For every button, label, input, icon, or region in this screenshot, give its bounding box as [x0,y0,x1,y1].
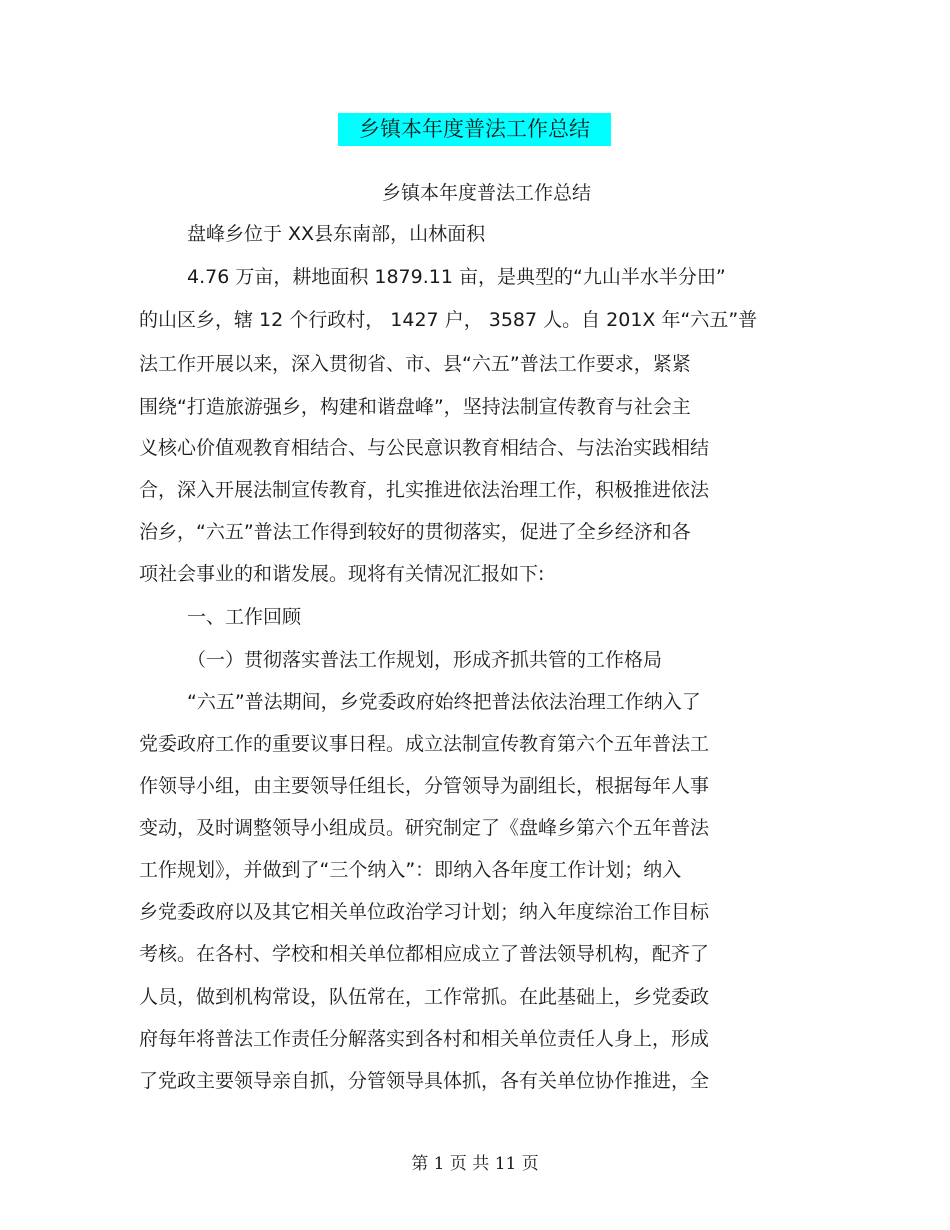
page-number-footer: 第 1 页 共 11 页 [411,1154,539,1174]
section-heading: 一、工作回顾 [187,606,302,628]
body-line: 变动，及时调整领导小组成员。研究制定了《盘峰乡第六个五年普法 [139,817,710,839]
body-line: “六五”普法期间，乡党委政府始终把普法依法治理工作纳入了 [187,691,701,713]
body-line: 治乡，“六五”普法工作得到较好的贯彻落实，促进了全乡经济和各 [139,521,691,543]
body-line: 党委政府工作的重要议事日程。成立法制宣传教育第六个五年普法工 [139,733,710,755]
body-line: 义核心价值观教育相结合、与公民意识教育相结合、与法治实践相结 [139,437,710,459]
body-line: 府每年将普法工作责任分解落实到各村和相关单位责任人身上，形成 [139,1028,710,1050]
body-line: 的山区乡，辖 12 个行政村， 1427 户， 3587 人。自 201X 年“六五”普 [139,309,758,331]
body-line: 4.76 万亩，耕地面积 1879.11 亩，是典型的“九山半水半分田” [187,266,726,288]
body-line: 考核。在各村、学校和相关单位都相应成立了普法领导机构，配齐了 [139,943,710,965]
body-line: 法工作开展以来，深入贯彻省、市、县“六五”普法工作要求，紧紧 [139,353,691,375]
body-line: 乡党委政府以及其它相关单位政治学习计划；纳入年度综治工作目标 [139,901,710,923]
body-line: 合，深入开展法制宣传教育，扎实推进依法治理工作，积极推进依法 [139,479,710,501]
body-line: 工作规划》，并做到了“三个纳入”：即纳入各年度工作计划；纳入 [139,859,682,881]
body-line: 作领导小组，由主要领导任组长，分管领导为副组长，根据每年人事 [139,775,710,797]
document-subtitle: 乡镇本年度普法工作总结 [382,182,592,204]
body-line: 了党政主要领导亲自抓，分管领导具体抓，各有关单位协作推进，全 [139,1070,710,1092]
body-line: 盘峰乡位于 XX县东南部，山林面积 [187,223,486,245]
subsection-heading: （一）贯彻落实普法工作规划，形成齐抓共管的工作格局 [187,649,663,671]
body-line: 围绕“打造旅游强乡，构建和谐盘峰”，坚持法制宣传教育与社会主 [139,396,691,418]
body-line: 人员，做到机构常设，队伍常在，工作常抓。在此基础上，乡党委政 [139,986,710,1008]
document-title: 乡镇本年度普法工作总结 [359,117,590,141]
body-line: 项社会事业的和谐发展。现将有关情况汇报如下: [139,563,545,585]
